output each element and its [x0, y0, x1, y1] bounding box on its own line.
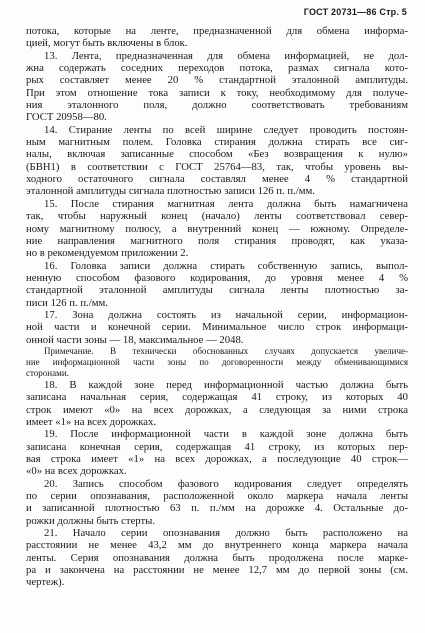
text-line: по серии опознавания, расположенной около маркера начала ленты — [26, 490, 408, 503]
text-line: рожки должны быть стерты. — [26, 514, 156, 527]
text-line: но в рекомендуемом приложении 2. — [26, 247, 189, 260]
text-line: 17. Зона должна состоять из начальной серии, информацион- — [44, 308, 408, 321]
text-line: 19. После информационной части в каждой зоне должна быть — [44, 428, 408, 441]
note-line: Примечание. В технически обоснованных случаях допускается увеличе- — [44, 345, 408, 356]
text-line: записана конечная серия, содержащая 41 строку, из которых пер- — [26, 440, 408, 453]
text-line: жна содержать соседних переходов потока, размах сигнала кото- — [26, 62, 408, 75]
text-line: эталонной амплитуды сигнала плотностью записи 126 п. п./мм. — [26, 185, 315, 198]
text-line: ному магнитному полюсу, а внутренний конец — южному. Определе- — [26, 222, 408, 235]
note-line: сторонами. — [26, 367, 69, 378]
document-body — [26, 25, 408, 589]
text-line: ходного остаточного сигнала составлял менее 4 % стандартной — [26, 173, 408, 186]
text-line: цией, могут быть включены в блок. — [26, 37, 188, 50]
note-line: ние информационной части зоны по договоренности между обменивающимися — [26, 356, 408, 367]
text-line: 13. Лента, предназначенная для обмена информацией, не дол- — [44, 49, 408, 62]
text-line: ненную способом фазового кодирования, до уровня менее 4 % — [26, 271, 408, 284]
text-line: ленты. Серия опознавания должна быть продолжена после марке- — [26, 551, 408, 564]
note-block — [26, 346, 408, 379]
text-line: ние направления магнитного поля стирания проводят, как указа- — [26, 234, 408, 247]
text-line: так, чтобы наружный конец (начало) ленты соответствовал север- — [26, 210, 408, 223]
text-line: имеет «1» на всех дорожках. — [26, 415, 157, 428]
text-line: писи 126 п. п./мм. — [26, 296, 108, 309]
text-line: ным магнитным полем. Головка стирания должна стирать все сиг- — [26, 136, 408, 149]
text-line: ГОСТ 20958—80. — [26, 111, 107, 124]
paragraphs-13-17 — [26, 25, 408, 346]
text-line: 16. Головка записи должна стирать собственную запись, выпол- — [44, 259, 408, 272]
text-line: При этом отношение тока записи к току, необходимому для получе- — [26, 86, 408, 99]
text-line: налы, включая записанные способом «Без возвращения к нулю» — [26, 148, 408, 161]
text-line: рых составляет менее 20 % стандартной эталонной амплитуды. — [26, 74, 408, 87]
text-line: 14. Стирание ленты по всей ширине следует проводить постоян- — [44, 123, 408, 136]
text-line: (БВН1) в соответствии с ГОСТ 25764—83, так, чтобы уровень вы- — [26, 160, 408, 173]
text-line: записана начальная серия, содержащая 41 строку, из которых 40 — [26, 391, 408, 404]
text-line: потока, которые на ленте, предназначенной для обмена информа- — [26, 25, 408, 37]
text-line: чертеж). — [26, 576, 65, 589]
text-line: строк имеют «0» на всех дорожках, а следующая за ними строка — [26, 403, 408, 416]
page-header: ГОСТ 20731—86 Стр. 5 — [303, 7, 407, 17]
text-line: и записанной плотностью 63 п. п./мм на дорожке 4. Остальные до- — [26, 502, 408, 515]
text-line: вая строка имеет «1» на всех дорожках, а последующие 40 строк— — [26, 453, 408, 465]
text-line: ной части и конечной серии. Минимальное число строк информаци- — [26, 321, 408, 334]
text-line: «0» на всех дорожках. — [26, 465, 127, 478]
text-line: ния эталонного поля, должно соответствовать требованиям — [26, 99, 408, 112]
text-line: стандартной эталонной амплитуды сигнала ленты плотностью за- — [26, 284, 408, 297]
paragraphs-18-21 — [26, 379, 408, 589]
text-line: 15. После стирания магнитная лента должна быть намагничена — [44, 197, 408, 210]
text-line: 20. Запись способом фазового кодирования следует определять — [44, 477, 408, 490]
text-line: 18. В каждой зоне перед информационной частью должна быть — [44, 378, 408, 391]
text-line: онной части зоны — 18, максимальное — 2048. — [26, 333, 244, 346]
text-line: ра и закончена на расстоянии не менее 12,7 мм до первой зоны (см. — [26, 564, 408, 577]
text-line: расстоянии не менее 43,2 мм до внутреннего конца маркера начала — [26, 539, 408, 552]
text-line: 21. Начало серии опознавания должно быть расположено на — [44, 527, 408, 540]
